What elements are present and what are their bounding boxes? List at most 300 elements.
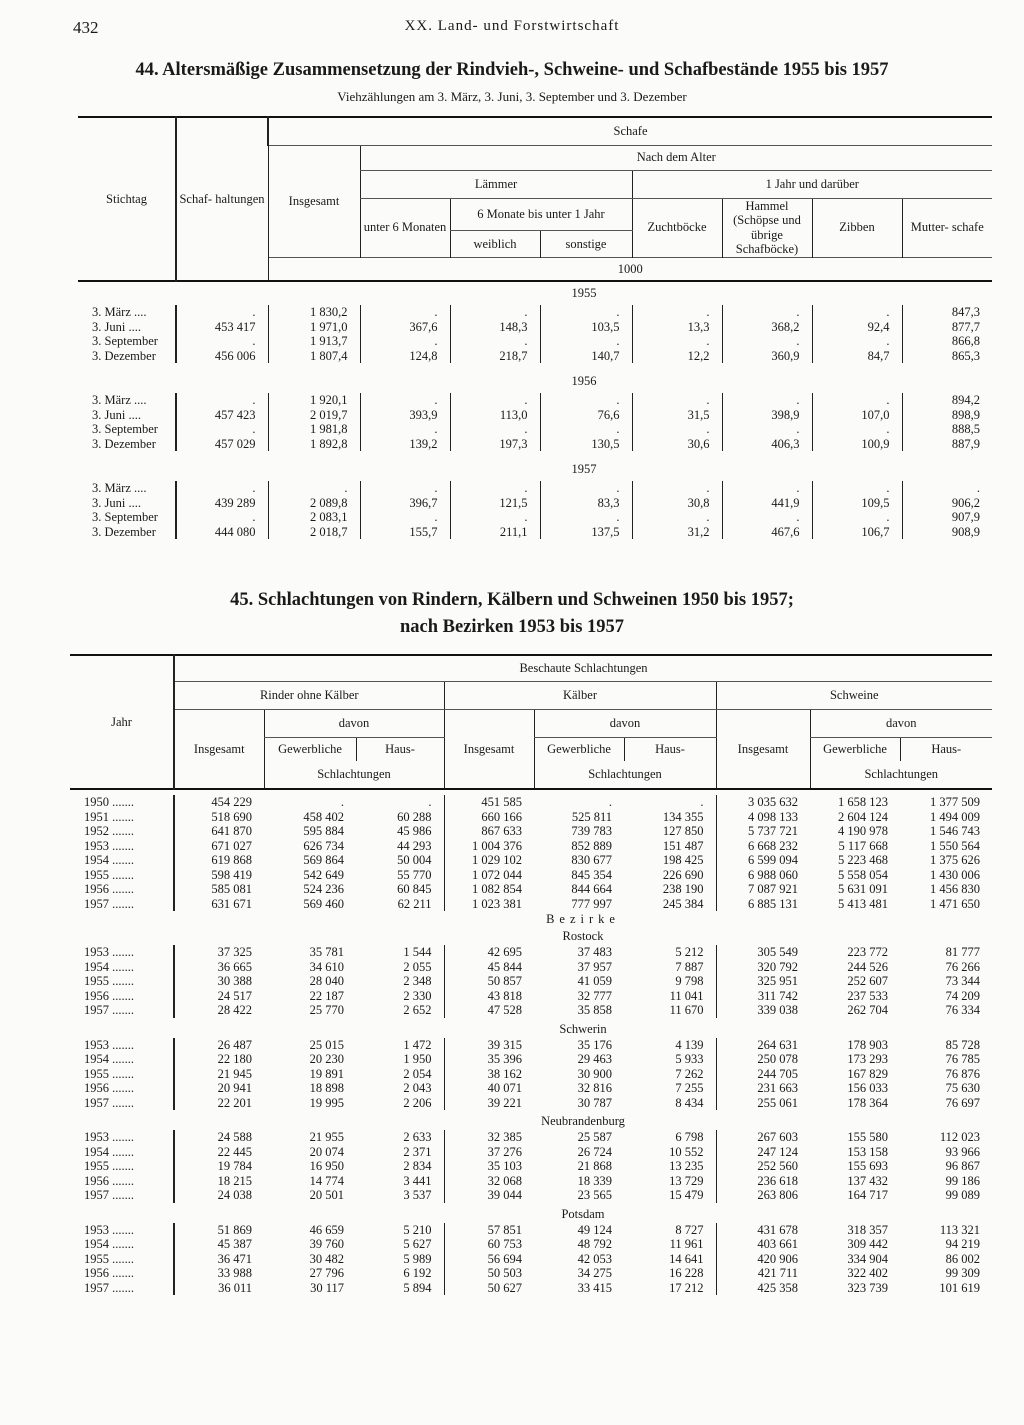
table-cell: 525 811 [571,809,612,824]
group-row [78,369,992,393]
row-label: 3. März .... [92,393,147,407]
table-cell: 2 055 [403,959,432,974]
row-label: 1957 ....... [84,1188,134,1202]
table-cell: . [632,422,722,437]
table-cell: 2 043 [403,1081,432,1095]
table-row [70,960,992,975]
table-cell: 367,6 [360,320,450,335]
table-cell: 6 668 232 [716,839,810,854]
group-row [78,281,992,305]
table-cell: 50 004 [397,853,432,867]
table-cell: 368,2 [722,320,812,335]
table-cell: 10 552 [669,1144,704,1159]
table-cell: 252 607 [847,974,888,988]
table-cell: 334 904 [847,1251,888,1266]
header-zuchtboecke: Zuchtböcke [632,198,722,257]
table-cell: 5 989 [403,1251,432,1266]
table-row [70,1052,992,1067]
table-cell: 441,9 [722,496,812,511]
table-cell: 198 425 [662,853,704,867]
row-label: 1952 ....... [84,824,134,838]
table-cell: . [176,334,268,349]
row-label: 1955 ....... [84,1159,134,1173]
table-row [70,1174,992,1189]
table-cell: 4 190 978 [838,824,888,838]
table-cell: . [360,305,450,320]
table-cell: 245 384 [662,896,704,911]
table-cell: 101 619 [939,1280,980,1295]
table-cell: 178 364 [847,1095,888,1110]
row-label: 1957 ....... [84,1095,134,1110]
table-cell: 323 739 [847,1280,888,1295]
table-cell: 60 753 [444,1237,534,1252]
table-cell: . [632,334,722,349]
table-cell: 231 663 [716,1081,810,1096]
table-cell: 867 633 [444,824,534,839]
table-cell: . [812,510,902,525]
table-cell: . [268,481,360,496]
table-cell: 2 054 [403,1066,432,1081]
table-cell: 37 483 [577,945,612,959]
table-cell: 247 124 [716,1145,810,1160]
table-cell: 83,3 [540,496,632,511]
table-cell: . [360,422,450,437]
table-cell: . [450,510,540,525]
table-row [78,334,992,349]
table-cell: 2 348 [403,974,432,988]
row-label: 1950 ....... [84,795,134,809]
row-label: 1955 ....... [84,1066,134,1081]
table-44 [78,116,992,545]
table-cell: 8 727 [675,1222,704,1237]
table-cell: 121,5 [450,496,540,511]
header-schweine-insgesamt: Insgesamt [716,709,810,789]
table-cell: . [722,481,812,496]
table-row [70,1159,992,1174]
header-unter-6-monaten: unter 6 Monaten [360,198,450,257]
table-cell: 26 487 [174,1038,264,1053]
table-cell: 21 955 [309,1130,344,1144]
table-cell: 60 845 [397,882,432,896]
table-cell: 5 413 481 [838,896,888,911]
table-cell: 5 117 668 [838,838,888,853]
table-cell: 830 677 [571,853,612,867]
table-cell: 47 528 [444,1003,534,1018]
table-cell: 660 166 [444,810,534,825]
table-cell: 18 898 [309,1081,344,1095]
table-cell: . [176,422,268,437]
row-label: 1955 ....... [84,867,134,882]
table-cell: 252 560 [716,1159,810,1174]
table-cell: 137,5 [540,525,632,540]
table-cell: 50 503 [444,1266,534,1281]
table-cell: 518 690 [174,810,264,825]
table-row [70,1003,992,1018]
table-cell: 167 829 [847,1066,888,1081]
table-cell: 20 074 [309,1144,344,1159]
table-cell: 4 098 133 [716,810,810,825]
table-cell: 13 235 [669,1159,704,1173]
table-row [70,897,992,912]
table-cell: . [540,422,632,437]
table-cell: 2 330 [403,988,432,1003]
table-cell: 25 015 [309,1037,344,1052]
table-cell: 218,7 [450,349,540,364]
table-cell: 99 309 [945,1266,980,1280]
table-cell: 107,0 [812,408,902,423]
table-row [70,824,992,839]
table-cell: 877,7 [902,320,992,335]
table-cell: 14 641 [669,1251,704,1266]
header-hammel: Hammel (Schöpse und übrige Schafböcke) [722,198,812,257]
table-cell: 5 212 [675,945,704,959]
table-cell: 1 375 626 [930,853,980,867]
table-cell: 1 082 854 [444,882,534,897]
table-cell: 139,2 [360,437,450,452]
table-row [78,481,992,496]
table-row [70,1188,992,1203]
table-cell: 103,5 [540,320,632,335]
table-cell: . [700,795,704,809]
table-cell: . [812,393,902,408]
table-cell: 631 671 [174,897,264,912]
header-ueber-1-jahr: 1 Jahr und darüber [632,170,992,198]
table-cell: . [722,305,812,320]
table-cell: 148,3 [450,320,540,335]
table-cell: 86 002 [945,1251,980,1266]
header-kaelber: Kälber [444,681,716,709]
table-cell: 11 670 [669,1003,704,1017]
group-row [70,911,992,928]
row-label: 3. März .... [92,305,147,319]
table-cell: 32 068 [444,1174,534,1189]
table-cell: 155 580 [847,1130,888,1144]
table-cell: . [450,305,540,320]
table-cell: 20 941 [174,1081,264,1096]
row-label: 1953 ....... [84,838,134,853]
header-6-monate: 6 Monate bis unter 1 Jahr [450,198,632,231]
table-cell: 127 850 [662,824,704,838]
group-row [70,1021,992,1038]
bezirk-heading: Schwerin [559,1021,607,1036]
table-cell: 451 585 [444,795,534,810]
table-cell: . [540,334,632,349]
table-cell: 112 023 [939,1130,980,1144]
table-cell: 21 945 [174,1067,264,1082]
table-row [70,1096,992,1111]
table-row [70,1281,992,1296]
table-cell: 36 665 [174,960,264,975]
table-cell: 619 868 [174,853,264,868]
table-cell: 1 658 123 [838,795,888,809]
table-cell: 439 289 [176,496,268,511]
table-cell: 22 180 [174,1052,264,1067]
table-cell: 320 792 [716,960,810,975]
table-cell: 894,2 [902,393,992,408]
header-kaelber-gewerbliche: Gewerbliche [534,737,624,761]
table-cell: 40 071 [444,1081,534,1096]
table-cell: 22 187 [309,988,344,1003]
table-cell: 598 419 [174,868,264,883]
table-cell: . [812,422,902,437]
table-cell: 263 806 [716,1188,810,1203]
table-cell: 5 223 468 [838,853,888,867]
table-cell: 6 192 [403,1266,432,1280]
table-row [70,945,992,960]
row-label: 1956 ....... [84,988,134,1003]
table-cell: . [360,481,450,496]
table-row [78,422,992,437]
table-cell: 887,9 [902,437,992,452]
header-insgesamt: Insgesamt [268,145,360,257]
header-schweine-haus: Haus- [900,737,992,761]
table-cell: 49 124 [577,1222,612,1237]
table-cell: 62 211 [397,896,432,911]
table-row [70,853,992,868]
table-cell: 453 417 [176,320,268,335]
table-cell: 35 103 [444,1159,534,1174]
table-cell: 39 315 [444,1038,534,1053]
table-cell: 3 537 [403,1188,432,1202]
header-beschaute: Beschaute Schlachtungen [174,655,992,681]
table-cell: . [540,305,632,320]
table-cell: 5 210 [403,1222,432,1237]
table-cell: 244 526 [847,959,888,974]
table-cell: 6 885 131 [716,897,810,912]
table-cell: 99 186 [945,1173,980,1188]
table-cell: 124,8 [360,349,450,364]
table-cell: 30,6 [632,437,722,452]
table-cell: 255 061 [716,1096,810,1111]
table-cell: 226 690 [662,867,704,882]
table-cell: 28 422 [174,1003,264,1018]
header-schafhaltungen: Schaf- haltungen [176,117,268,281]
table-cell: 847,3 [902,305,992,320]
table-row [78,437,992,452]
table-cell: 96 867 [945,1159,980,1173]
row-label: 1954 ....... [84,1144,134,1159]
table-row [70,1252,992,1267]
table-cell: 55 770 [397,867,432,882]
table-cell: 5 894 [403,1280,432,1295]
table-cell: 1 494 009 [930,809,980,824]
table-cell: 1 023 381 [444,897,534,912]
table-cell: 6 599 094 [716,853,810,868]
table-cell: 50 857 [444,974,534,989]
table-cell: 106,7 [812,525,902,540]
table-cell: 30,8 [632,496,722,511]
table-cell: 406,3 [722,437,812,452]
header-weiblich: weiblich [450,231,540,257]
table-cell: 467,6 [722,525,812,540]
row-label: 1956 ....... [84,1173,134,1188]
table-cell: 39 044 [444,1188,534,1203]
table-cell: 339 038 [716,1003,810,1018]
table-cell: 211,1 [450,525,540,540]
table-cell: 25 770 [309,1003,344,1017]
table-cell: 75 630 [945,1081,980,1095]
table-cell: . [450,393,540,408]
table-cell: . [812,334,902,349]
bezirke-heading: Bezirke [546,912,620,927]
table-row [70,795,992,810]
table-cell: 7 087 921 [716,882,810,897]
table-cell: 3 035 632 [716,795,810,810]
table-cell: 322 402 [847,1266,888,1280]
table-cell: 11 041 [669,988,704,1003]
table-cell: 100,9 [812,437,902,452]
table-cell: 2 018,7 [268,525,360,540]
bezirk-heading: Neubrandenburg [541,1114,625,1129]
table-cell: . [176,510,268,525]
table-cell: 20 501 [309,1188,344,1202]
table-cell: 641 870 [174,824,264,839]
table-cell: 22 445 [174,1145,264,1160]
row-label: 1954 ....... [84,1237,134,1251]
table-row [70,1130,992,1145]
table-cell: 7 887 [675,959,704,974]
table-cell: 1 830,2 [268,305,360,320]
table-cell: 13 729 [669,1173,704,1188]
table-cell: 1 892,8 [268,437,360,452]
table-cell: 1 971,0 [268,320,360,335]
year-heading: 1955 [571,286,597,301]
table-cell: 2 604 124 [838,809,888,824]
table-44-title: 44. Altersmäßige Zusammensetzung der Rindvieh-, Schweine- und Schafbestände 1955 bis 1957 [135,60,889,80]
table-cell: 36 471 [174,1252,264,1267]
table-cell: 236 618 [716,1174,810,1189]
table-cell: 264 631 [716,1038,810,1053]
running-head: XX. Land- und Forstwirtschaft [404,18,620,34]
table-cell: 898,9 [902,408,992,423]
table-cell: 197,3 [450,437,540,452]
table-cell: 569 864 [303,853,344,867]
table-cell: 32 816 [577,1081,612,1095]
table-cell: . [428,795,432,809]
table-cell: 24 588 [174,1130,264,1145]
table-cell: 9 798 [675,974,704,988]
table-cell: 60 288 [397,809,432,824]
table-cell: 5 558 054 [838,867,888,882]
table-cell: 76 697 [945,1095,980,1110]
table-cell: 1 472 [403,1037,432,1052]
table-cell: 2 652 [403,1003,432,1017]
year-heading: 1957 [571,461,597,476]
table-cell: 151 487 [662,838,704,853]
page-number: 432 [73,18,99,37]
header-laemmer: Lämmer [360,170,632,198]
header-kaelber-haus: Haus- [624,737,716,761]
table-cell: 155 693 [847,1159,888,1173]
table-cell: 31,5 [632,408,722,423]
table-cell: 1 920,1 [268,393,360,408]
table-row [78,408,992,423]
bezirk-heading: Potsdam [561,1206,605,1221]
table-row [78,496,992,511]
table-cell: 2 371 [403,1144,432,1159]
table-cell: 431 678 [716,1223,810,1238]
table-cell: 3 441 [403,1173,432,1188]
table-cell: 16 950 [309,1159,344,1173]
table-row [70,989,992,1004]
table-cell: 845 354 [571,867,612,882]
table-cell: 19 891 [309,1066,344,1081]
table-cell: 393,9 [360,408,450,423]
header-stichtag: Stichtag [106,191,147,206]
table-cell: 30 388 [174,974,264,989]
table-row [78,305,992,320]
header-schweine-davon: davon [810,709,992,737]
group-row [70,1113,992,1130]
table-cell: 777 997 [571,896,612,911]
table-cell: 458 402 [303,809,344,824]
table-cell: 56 694 [444,1252,534,1267]
table-cell: . [632,305,722,320]
table-row [70,1266,992,1281]
table-cell: 35 396 [444,1052,534,1067]
row-label: 3. Juni .... [92,319,141,334]
table-cell: 31,2 [632,525,722,540]
table-cell: 5 737 721 [716,824,810,839]
table-cell: 908,9 [902,525,992,540]
header-rinder: Rinder ohne Kälber [174,681,444,709]
table-cell: . [540,393,632,408]
table-cell: . [360,510,450,525]
table-cell: 15 479 [669,1188,704,1202]
table-cell: . [340,795,344,809]
row-label: 1956 ....... [84,882,134,896]
row-label: 1954 ....... [84,959,134,974]
table-cell: 398,9 [722,408,812,423]
table-cell: 30 900 [577,1066,612,1081]
table-cell: 865,3 [902,349,992,364]
table-cell: 267 603 [716,1130,810,1145]
table-cell: 1 546 743 [930,824,980,838]
table-cell: 444 080 [176,525,268,540]
table-cell: 26 724 [577,1144,612,1159]
row-label: 3. Juni .... [92,407,141,422]
header-unit: 1000 [268,257,992,281]
table-cell: 739 783 [571,824,612,838]
table-cell: 1 004 376 [444,839,534,854]
table-44-subtitle: Viehzählungen am 3. März, 3. Juni, 3. September und 3. Dezember [337,89,687,104]
table-cell: 1 430 006 [930,867,980,882]
table-cell: 113,0 [450,408,540,423]
table-cell: 85 728 [945,1037,980,1052]
table-cell: . [450,481,540,496]
table-row [70,810,992,825]
table-cell: 25 587 [577,1130,612,1144]
table-cell: 852 889 [571,838,612,853]
table-cell: 73 344 [945,974,980,988]
table-cell: 6 988 060 [716,868,810,883]
table-cell: 1 377 509 [930,795,980,809]
table-cell: 81 777 [945,945,980,959]
table-cell: 2 633 [403,1130,432,1144]
table-cell: . [176,481,268,496]
table-cell: 153 158 [847,1144,888,1159]
table-cell: . [722,422,812,437]
table-cell: 2 083,1 [268,510,360,525]
table-cell: 35 176 [577,1037,612,1052]
table-cell: 238 190 [662,882,704,896]
table-cell: 403 661 [716,1237,810,1252]
table-cell: 84,7 [812,349,902,364]
table-row [78,349,992,364]
table-cell: 1 471 650 [930,896,980,911]
table-cell: 454 229 [174,795,264,810]
table-cell: . [540,510,632,525]
